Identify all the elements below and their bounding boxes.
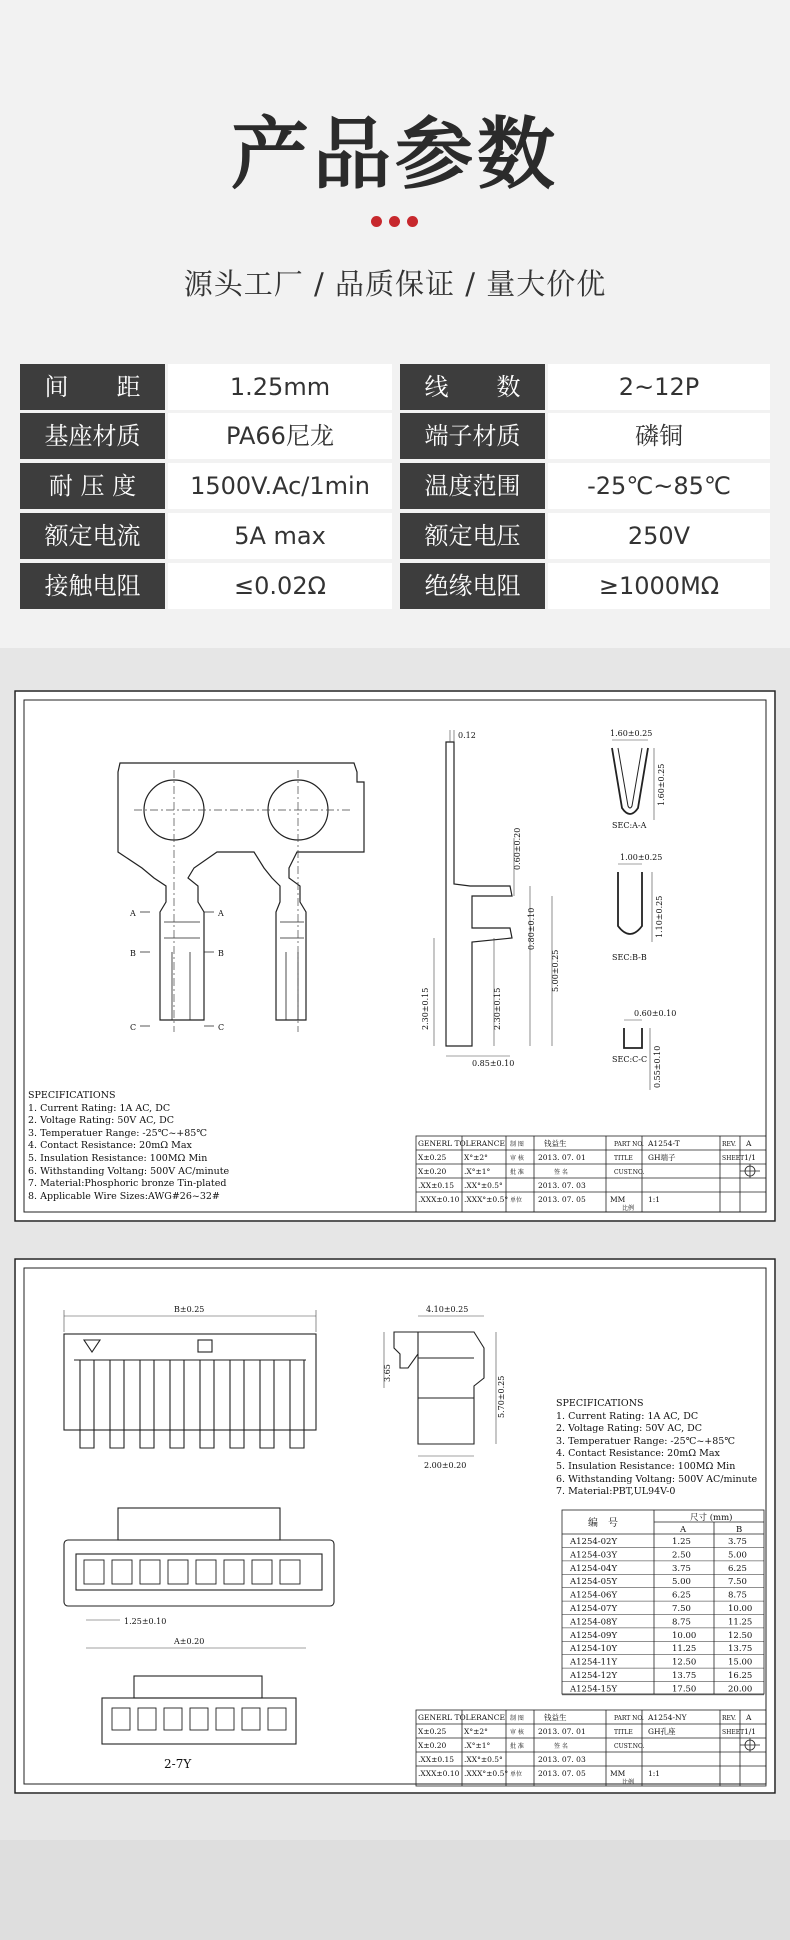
- section-mark-b: B: [130, 949, 136, 958]
- tolerance-value: X±0.25: [418, 1153, 447, 1162]
- drawn-by: 钱益生: [544, 1139, 567, 1148]
- section-label: SEC:A-A: [612, 821, 647, 830]
- tb-label: 制 图: [510, 1715, 524, 1722]
- dot: [389, 216, 400, 227]
- dim-height: 5.70±0.25: [497, 1375, 506, 1418]
- tb-label: TITLE: [614, 1155, 633, 1162]
- dim-height: 2.30±0.15: [493, 987, 502, 1030]
- spec-line: 8. Applicable Wire Sizes:AWG#26~32#: [28, 1190, 220, 1202]
- tb-label: TITLE: [614, 1729, 633, 1736]
- tb-scale: 1:1: [648, 1195, 661, 1204]
- table-cell-code: A1254-05Y: [570, 1577, 618, 1588]
- tb-label: 签 名: [554, 1169, 568, 1176]
- tb-label: 比例: [622, 1205, 635, 1212]
- section-mark-a: A: [218, 909, 224, 918]
- spec-label: 耐 压 度: [20, 463, 165, 509]
- bottom-band: [0, 1840, 790, 1940]
- part-title: GH孔座: [648, 1727, 676, 1736]
- tb-label: 签 名: [554, 1743, 568, 1750]
- tolerance-value: X°±2°: [464, 1153, 488, 1162]
- tb-label: 审 核: [510, 1729, 524, 1736]
- housing-specifications: [556, 1398, 757, 1499]
- tb-label: 批 准: [510, 1743, 524, 1750]
- spec-value: -25℃~85℃: [548, 463, 770, 509]
- section-mark-c: C: [218, 1023, 225, 1032]
- decorative-dots: [371, 216, 419, 228]
- spec-line: 1. Current Rating: 1A AC, DC: [28, 1102, 171, 1114]
- spec-row: [20, 463, 770, 509]
- housing-drawing-sheet: [14, 1258, 776, 1794]
- part-title: GH端子: [648, 1153, 676, 1162]
- spec-label: 线 数: [400, 364, 545, 410]
- terminal-side-view: [446, 742, 512, 1046]
- dim-height: 3.65: [383, 1364, 392, 1382]
- spec-value: 5A max: [168, 513, 392, 559]
- tb-scale: 1:1: [648, 1769, 661, 1778]
- table-cell-b: 10.00: [728, 1604, 753, 1614]
- table-cell-code: A1254-06Y: [570, 1590, 618, 1601]
- table-col-code: 编 号: [588, 1518, 618, 1529]
- section-label: SEC:B-B: [612, 953, 647, 962]
- tb-label: SHEET: [722, 1155, 745, 1162]
- dim-height: 1.60±0.25: [657, 763, 666, 806]
- table-cell-code: A1254-02Y: [570, 1537, 618, 1547]
- section-mark-c: C: [130, 1023, 137, 1032]
- tb-date: 2013. 07. 01: [538, 1153, 586, 1162]
- spec-line: 3. Temperatuer Range: -25℃~+85℃: [556, 1435, 735, 1447]
- spec-line: 6. Withstanding Voltang: 500V AC/minute: [556, 1473, 758, 1485]
- table-cell-code: A1254-10Y: [570, 1644, 618, 1655]
- dim-height: 1.10±0.25: [655, 895, 664, 938]
- table-cell-b: 16.25: [728, 1671, 753, 1681]
- tb-label: 比例: [622, 1779, 635, 1786]
- sheet: 1/1: [744, 1153, 757, 1162]
- table-cell-a: 11.25: [672, 1644, 697, 1655]
- table-cell-a: 2.50: [672, 1550, 691, 1561]
- dim-height: 0.80±0.10: [527, 907, 536, 950]
- spec-heading: SPECIFICATIONS: [28, 1090, 116, 1101]
- dim-width: 1.00±0.25: [620, 853, 663, 862]
- spec-label: 额定电压: [400, 513, 545, 559]
- dot: [407, 216, 418, 227]
- tb-date: 2013. 07. 03: [538, 1181, 586, 1190]
- table-cell-a: 13.75: [672, 1671, 697, 1681]
- view-label: 2-7Y: [164, 1757, 192, 1771]
- page-title: 产品参数: [230, 110, 559, 200]
- spec-row: [20, 563, 770, 609]
- spec-row: [20, 513, 770, 559]
- spec-label: 端子材质: [400, 413, 545, 459]
- tolerance-value: X±0.20: [418, 1167, 447, 1176]
- table-cell-a: 12.50: [672, 1657, 697, 1668]
- dot: [371, 216, 382, 227]
- spec-value: 250V: [548, 513, 770, 559]
- dim-width: 4.10±0.25: [426, 1305, 469, 1314]
- spec-value: 1.25mm: [168, 364, 392, 410]
- spec-line: 2. Voltage Rating: 50V AC, DC: [556, 1423, 703, 1435]
- spec-label: 间 距: [20, 364, 165, 410]
- table-cell-b: 8.75: [728, 1590, 747, 1601]
- tolerance-value: .XX°±0.5°: [464, 1755, 503, 1764]
- spec-line: 2. Voltage Rating: 50V AC, DC: [28, 1115, 175, 1127]
- section-mark-a: A: [130, 909, 136, 918]
- section-mark-b: B: [218, 949, 224, 958]
- table-cell-a: 10.00: [672, 1630, 697, 1641]
- spec-row: [20, 413, 770, 459]
- housing-side-view: [394, 1332, 484, 1444]
- drawn-by: 钱益生: [544, 1713, 567, 1722]
- table-cell-a: 8.75: [672, 1617, 691, 1628]
- tb-label: SHEET: [722, 1729, 745, 1736]
- table-cell-b: 12.50: [728, 1630, 753, 1641]
- tb-label: CUST.NO.: [614, 1743, 645, 1750]
- tb-label: 制 图: [510, 1141, 524, 1148]
- table-col-a: A: [680, 1525, 687, 1535]
- tolerance-label: GENERL TOLERANCE: [418, 1139, 505, 1148]
- dim-width: 1.60±0.25: [610, 729, 653, 738]
- tb-unit: MM: [610, 1769, 626, 1778]
- spec-value: 1500V.Ac/1min: [168, 463, 392, 509]
- projection-symbol: [740, 1738, 760, 1752]
- tb-label: 批 准: [510, 1169, 524, 1176]
- table-cell-a: 7.50: [672, 1604, 691, 1614]
- table-cell-b: 6.25: [728, 1563, 747, 1574]
- table-cell-code: A1254-07Y: [570, 1604, 618, 1614]
- table-cell-a: 5.00: [672, 1577, 691, 1588]
- spec-value: ≥1000MΩ: [548, 563, 770, 609]
- tolerance-value: X±0.20: [418, 1741, 447, 1750]
- spec-value: PA66尼龙: [168, 413, 392, 459]
- table-cell-code: A1254-11Y: [570, 1657, 618, 1668]
- projection-symbol: [740, 1164, 760, 1178]
- tb-label: CUST.NO.: [614, 1169, 645, 1176]
- tb-label: 审 核: [510, 1155, 524, 1162]
- dim-b: B±0.25: [174, 1305, 205, 1314]
- tb-label: PART NO.: [614, 1141, 644, 1148]
- housing-drawing: [14, 1258, 776, 1794]
- dim-height: 0.60±0.20: [513, 827, 522, 870]
- tb-label: REV.: [722, 1715, 737, 1722]
- dim-base: 0.85±0.10: [472, 1059, 515, 1068]
- spec-label: 绝缘电阻: [400, 563, 545, 609]
- housing-front-view: [64, 1334, 316, 1448]
- tolerance-value: X°±2°: [464, 1727, 488, 1736]
- table-cell-a: 6.25: [672, 1590, 691, 1601]
- dim-height: 0.55±0.10: [653, 1045, 662, 1088]
- spec-line: 5. Insulation Resistance: 100MΩ Min: [556, 1460, 736, 1472]
- part-number: A1254-NY: [648, 1713, 687, 1722]
- terminal-specifications: [28, 1090, 229, 1203]
- spec-label: 接触电阻: [20, 563, 165, 609]
- tb-label: 单位: [510, 1197, 523, 1204]
- table-cell-code: A1254-12Y: [570, 1671, 618, 1681]
- spec-line: 3. Temperatuer Range: -25℃~+85℃: [28, 1127, 207, 1139]
- parameter-section: [0, 0, 790, 648]
- tolerance-value: .XX±0.15: [418, 1755, 455, 1764]
- spec-line: 7. Material:Phosphoric bronze Tin-plated: [28, 1178, 227, 1190]
- tolerance-value: .XXX°±0.5°: [464, 1195, 509, 1204]
- rev: A: [746, 1139, 752, 1148]
- tolerance-value: .XX±0.15: [418, 1181, 455, 1190]
- table-cell-code: A1254-15Y: [570, 1684, 618, 1695]
- table-cell-b: 13.75: [728, 1644, 753, 1655]
- tb-unit: MM: [610, 1195, 626, 1204]
- dim-height: 5.00±0.25: [551, 949, 560, 992]
- table-cell-code: A1254-04Y: [570, 1563, 618, 1574]
- spec-line: 5. Insulation Resistance: 100MΩ Min: [28, 1152, 208, 1164]
- tolerance-value: .XXX±0.10: [418, 1769, 460, 1778]
- terminal-drawing-sheet: [14, 690, 776, 1222]
- tb-date: 2013. 07. 03: [538, 1755, 586, 1764]
- part-number: A1254-T: [648, 1139, 680, 1148]
- tb-label: 单位: [510, 1771, 523, 1778]
- tb-label: REV.: [722, 1141, 737, 1148]
- spec-value: 磷铜: [548, 413, 770, 459]
- dim-a: A±0.20: [174, 1637, 205, 1646]
- spec-line: 4. Contact Resistance: 20mΩ Max: [28, 1140, 192, 1152]
- spec-value: ≤0.02Ω: [168, 563, 392, 609]
- spec-line: 7. Material:PBT,UL94V-0: [556, 1486, 676, 1498]
- table-cell-b: 3.75: [728, 1537, 747, 1547]
- tolerance-value: .XXX°±0.5°: [464, 1769, 509, 1778]
- tb-date: 2013. 07. 05: [538, 1769, 586, 1778]
- section-views: [612, 748, 648, 1048]
- page-subtitle: 源头工厂 / 品质保证 / 量大价优: [183, 267, 607, 301]
- dim-base: 2.00±0.20: [424, 1461, 467, 1470]
- table-cell-code: A1254-09Y: [570, 1630, 618, 1641]
- table-cell-b: 7.50: [728, 1577, 747, 1588]
- dim-width: 0.60±0.10: [634, 1009, 677, 1018]
- table-col-size: 尺寸 (mm): [690, 1513, 733, 1523]
- tb-label: PART NO.: [614, 1715, 644, 1722]
- tolerance-value: X±0.25: [418, 1727, 447, 1736]
- dim-height: 2.30±0.15: [421, 987, 430, 1030]
- spec-line: 6. Withstanding Voltang: 500V AC/minute: [28, 1165, 230, 1177]
- table-cell-a: 17.50: [672, 1684, 697, 1695]
- dim-pitch: 1.25±0.10: [124, 1617, 167, 1626]
- terminal-top-view: [118, 763, 364, 1020]
- spec-value: 2~12P: [548, 364, 770, 410]
- section-label: SEC:C-C: [612, 1055, 648, 1064]
- spec-heading: SPECIFICATIONS: [556, 1398, 644, 1409]
- tolerance-value: .XXX±0.10: [418, 1195, 460, 1204]
- spec-line: 1. Current Rating: 1A AC, DC: [556, 1410, 699, 1422]
- table-cell-b: 5.00: [728, 1550, 747, 1561]
- tb-date: 2013. 07. 05: [538, 1195, 586, 1204]
- table-cell-a: 1.25: [672, 1537, 691, 1547]
- table-cell-code: A1254-03Y: [570, 1550, 618, 1561]
- table-cell-code: A1254-08Y: [570, 1617, 618, 1628]
- tolerance-value: .XX°±0.5°: [464, 1181, 503, 1190]
- table-col-b: B: [736, 1525, 743, 1535]
- size-table-text: [588, 1512, 742, 1535]
- housing-bottom-view: [64, 1508, 334, 1744]
- spec-row: [20, 364, 770, 410]
- tolerance-value: .X°±1°: [464, 1741, 491, 1750]
- spec-label: 基座材质: [20, 413, 165, 459]
- rev: A: [746, 1713, 752, 1722]
- tolerance-value: .X°±1°: [464, 1167, 491, 1176]
- table-cell-b: 20.00: [728, 1684, 753, 1695]
- table-cell-b: 15.00: [728, 1657, 753, 1668]
- table-cell-a: 3.75: [672, 1563, 691, 1574]
- sheet: 1/1: [744, 1727, 757, 1736]
- table-cell-b: 11.25: [728, 1617, 753, 1628]
- tolerance-label: GENERL TOLERANCE: [418, 1713, 505, 1722]
- tb-date: 2013. 07. 01: [538, 1727, 586, 1736]
- spec-line: 4. Contact Resistance: 20mΩ Max: [556, 1448, 720, 1460]
- spec-label: 额定电流: [20, 513, 165, 559]
- dim-thickness: 0.12: [458, 731, 476, 740]
- spec-label: 温度范围: [400, 463, 545, 509]
